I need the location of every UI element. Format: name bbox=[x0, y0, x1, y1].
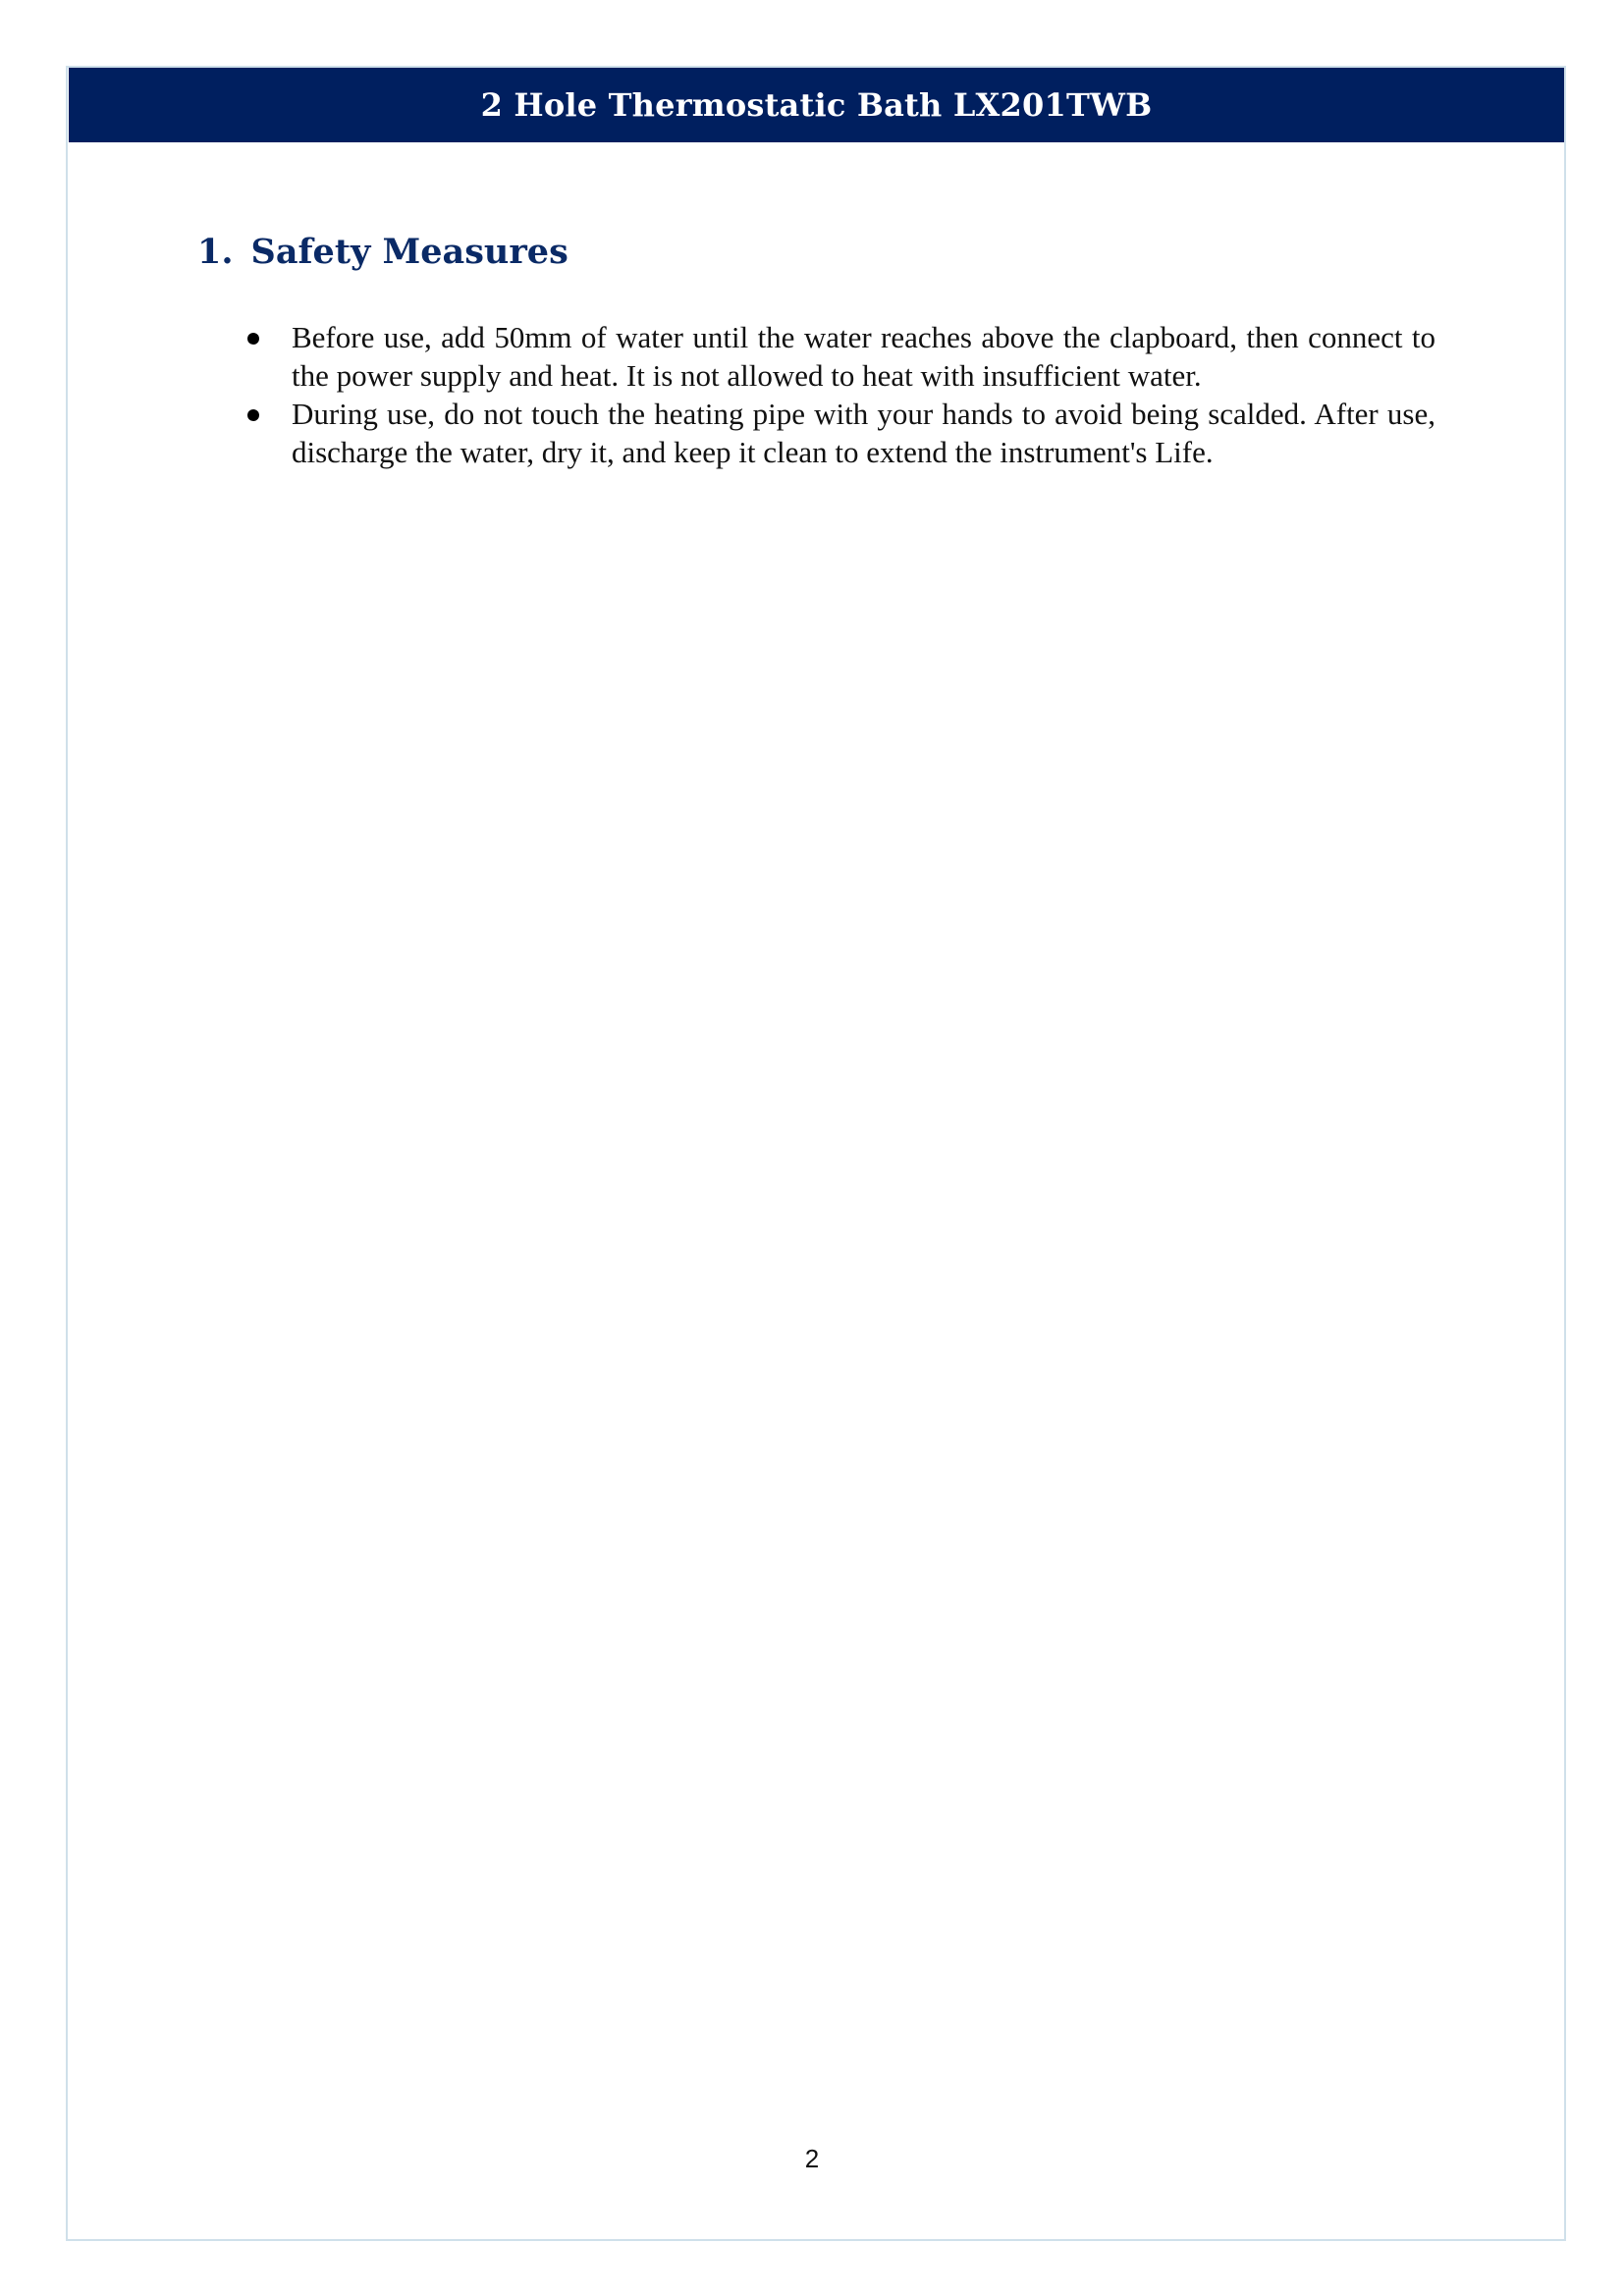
list-item bbox=[238, 318, 1435, 395]
section-title: Safety Measures bbox=[250, 232, 568, 272]
bullet-icon bbox=[247, 409, 259, 421]
header-bar bbox=[69, 68, 1564, 142]
section-number: 1. bbox=[197, 232, 234, 272]
page-number: 2 bbox=[804, 2144, 820, 2173]
bullet-text: Before use, add 50mm of water until the water reaches above the clapboard, then connect to the power supply and heat. It is not allowed to heat with insufficient water. bbox=[292, 320, 1435, 393]
section-heading bbox=[197, 232, 568, 272]
document-title: 2 Hole Thermostatic Bath LX201TWB bbox=[480, 86, 1153, 124]
safety-bullet-list bbox=[238, 318, 1435, 471]
list-item bbox=[238, 395, 1435, 471]
bullet-text: During use, do not touch the heating pipe with your hands to avoid being scalded. After use, discharge the water, dry it, and keep it clean to extend the instrument's Life. bbox=[292, 397, 1435, 469]
bullet-icon bbox=[247, 333, 259, 345]
